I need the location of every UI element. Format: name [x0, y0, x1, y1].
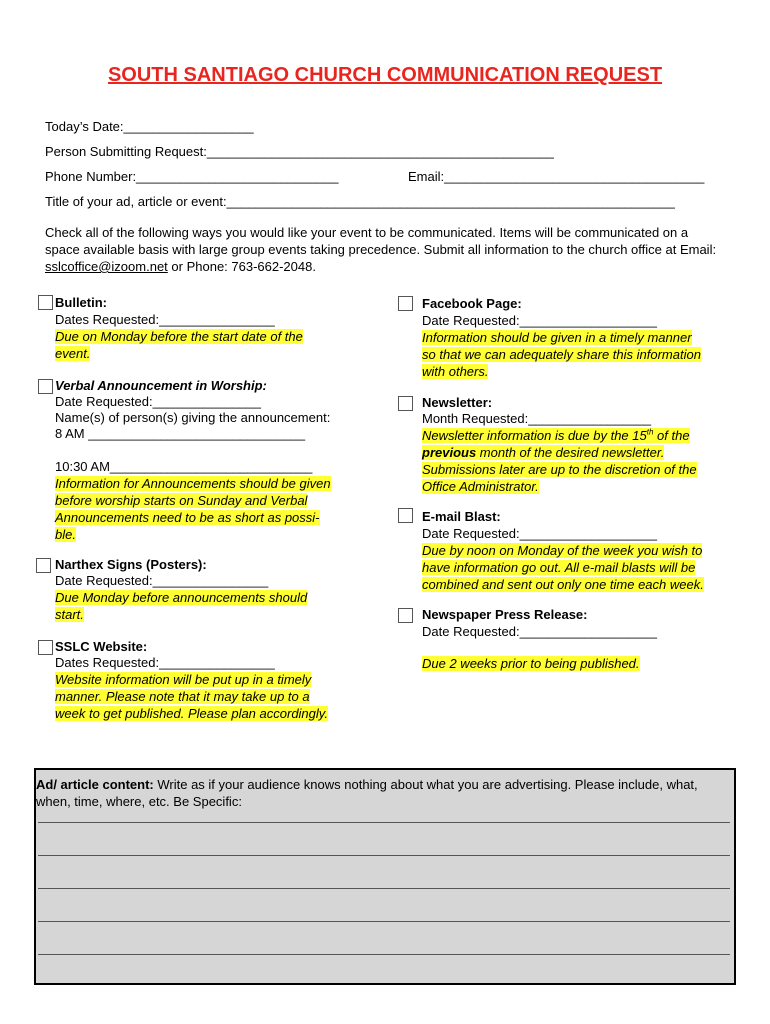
newsletter-note-sup: th	[646, 427, 654, 437]
newsletter-note-line: Office Administrator.	[422, 479, 539, 494]
newsletter-note-text: Newsletter information is due by the 15	[422, 428, 647, 443]
eblast-note-line: Due by noon on Monday of the week you wish to	[422, 543, 703, 558]
eblast-note	[422, 542, 704, 593]
newsletter-note-text: month of the desired newsletter.	[476, 445, 665, 460]
narthex-note	[55, 589, 307, 623]
content-line[interactable]	[38, 855, 730, 856]
event-title-field[interactable]: Title of your ad, article or event:______________________________________________________________	[45, 194, 675, 209]
bulletin-note	[55, 328, 303, 362]
phone-number-field[interactable]: Phone Number:____________________________	[45, 169, 339, 184]
verbal-note-line: before worship starts on Sunday and Verbal	[55, 493, 308, 508]
page-title: SOUTH SANTIAGO CHURCH COMMUNICATION REQUEST	[107, 64, 663, 86]
press-note	[422, 656, 640, 671]
newsletter-note-bold: previous	[422, 445, 477, 460]
facebook-note-line: so that we can adequately share this information	[422, 347, 701, 362]
facebook-note	[422, 329, 701, 380]
newsletter-month-field[interactable]: Month Requested:_________________	[422, 411, 652, 426]
narthex-note-line: start.	[55, 607, 84, 622]
facebook-heading: Facebook Page:	[422, 296, 522, 311]
narthex-heading: Narthex Signs (Posters):	[55, 557, 207, 572]
website-heading: SSLC Website:	[55, 639, 148, 654]
narthex-note-line: Due Monday before announcements should	[55, 590, 308, 605]
press-heading: Newspaper Press Release:	[422, 607, 588, 622]
newsletter-heading: Newsletter:	[422, 395, 493, 410]
facebook-checkbox[interactable]	[398, 296, 413, 311]
website-note-line: week to get published. Please plan accordingly.	[55, 706, 328, 721]
instructions	[45, 224, 725, 275]
bulletin-checkbox[interactable]	[38, 295, 53, 310]
bulletin-note-line: event.	[55, 346, 91, 361]
person-submitting-field[interactable]: Person Submitting Request:________________________________________________	[45, 144, 554, 159]
facebook-note-line: with others.	[422, 364, 489, 379]
verbal-names-label: Name(s) of person(s) giving the announcement:	[55, 410, 331, 425]
eblast-heading: E-mail Blast:	[422, 509, 501, 524]
newsletter-note-text: of the	[653, 428, 690, 443]
verbal-note	[55, 475, 331, 543]
verbal-1030am-field[interactable]: 10:30 AM____________________________	[55, 459, 313, 474]
press-checkbox[interactable]	[398, 608, 413, 623]
narthex-date-field[interactable]: Date Requested:________________	[55, 573, 269, 588]
ad-content-instructions: Write as if your audience knows nothing about what you are advertising. Please include, what, when, time, where, etc. Be Specific:	[36, 777, 698, 809]
newsletter-checkbox[interactable]	[398, 396, 413, 411]
eblast-note-line: combined and sent out only one time each week.	[422, 577, 704, 592]
ad-content-intro	[36, 776, 726, 810]
eblast-note-line: have information go out. All e-mail blasts will be	[422, 560, 696, 575]
content-line[interactable]	[38, 921, 730, 922]
bulletin-dates-field[interactable]: Dates Requested:________________	[55, 312, 275, 327]
instructions-text: Check all of the following ways you would like your event to be communicated. Items will be communicated on a space available basis with large group events taking precedence. Submit all information to the church office at Email:	[45, 225, 717, 257]
ad-content-box[interactable]	[34, 768, 736, 985]
bulletin-note-line: Due on Monday before the start date of the	[55, 329, 303, 344]
eblast-checkbox[interactable]	[398, 508, 413, 523]
press-note-line: Due 2 weeks prior to being published.	[422, 656, 640, 671]
narthex-checkbox[interactable]	[36, 558, 51, 573]
website-checkbox[interactable]	[38, 640, 53, 655]
eblast-date-field[interactable]: Date Requested:___________________	[422, 526, 657, 541]
verbal-note-line: Announcements need to be as short as possi-	[55, 510, 320, 525]
website-note	[55, 671, 328, 722]
website-dates-field[interactable]: Dates Requested:________________	[55, 655, 275, 670]
website-note-line: Website information will be put up in a timely	[55, 672, 312, 687]
facebook-note-line: Information should be given in a timely manner	[422, 330, 692, 345]
facebook-date-field[interactable]: Date Requested:___________________	[422, 313, 657, 328]
ad-content-label: Ad/ article content:	[36, 777, 154, 792]
office-email-link[interactable]: sslcoffice@izoom.net	[45, 259, 168, 274]
verbal-8am-field[interactable]: 8 AM ______________________________	[55, 426, 306, 441]
bulletin-heading: Bulletin:	[55, 295, 107, 310]
content-line[interactable]	[38, 954, 730, 955]
content-line[interactable]	[38, 822, 730, 823]
newsletter-note	[422, 427, 697, 495]
email-field[interactable]: Email:____________________________________	[408, 169, 705, 184]
instructions-phone: or Phone: 763-662-2048.	[167, 259, 316, 274]
content-line[interactable]	[38, 888, 730, 889]
todays-date-field[interactable]: Today’s Date:__________________	[45, 119, 254, 134]
newsletter-note-line: Submissions later are up to the discretion of the	[422, 462, 697, 477]
verbal-checkbox[interactable]	[38, 379, 53, 394]
website-note-line: manner. Please note that it may take up to a	[55, 689, 310, 704]
verbal-note-line: ble.	[55, 527, 76, 542]
press-date-field[interactable]: Date Requested:___________________	[422, 624, 657, 639]
verbal-date-field[interactable]: Date Requested:_______________	[55, 394, 262, 409]
verbal-note-line: Information for Announcements should be given	[55, 476, 331, 491]
verbal-heading: Verbal Announcement in Worship:	[55, 378, 267, 393]
